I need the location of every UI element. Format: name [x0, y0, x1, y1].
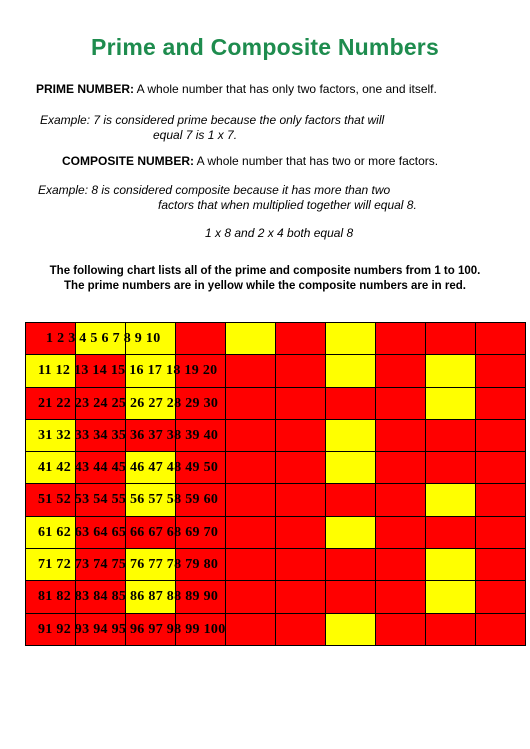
- page-title: Prime and Composite Numbers: [91, 34, 439, 60]
- prime-cell: [26, 355, 218, 387]
- composite-example-line2: factors that when multiplied together will equal 8.: [158, 198, 417, 212]
- composite-cell: [226, 581, 276, 613]
- composite-cell: [226, 355, 276, 387]
- composite-cell: [26, 323, 161, 355]
- chart-row-numbers: 81 82 83 84 85 86 87 88 89 90: [38, 589, 219, 605]
- chart-row-numbers: 61 62 63 64 65 66 67 68 69 70: [38, 524, 219, 540]
- composite-cell: [26, 581, 219, 613]
- chart-row-numbers: 21 22 23 24 25 26 27 28 29 30: [38, 395, 219, 411]
- composite-cell: [26, 484, 219, 516]
- prime-cell: [426, 355, 476, 387]
- composite-cell: [376, 387, 426, 419]
- composite-cell: [376, 323, 426, 355]
- chart-row: [26, 452, 526, 484]
- prime-term: PRIME NUMBER:: [36, 82, 134, 96]
- prime-cell: [426, 581, 476, 613]
- composite-cell: [476, 484, 526, 516]
- composite-cell: [176, 323, 226, 355]
- prime-cell: [426, 549, 476, 581]
- prime-example-line2: equal 7 is 1 x 7.: [153, 128, 238, 142]
- composite-cell: [226, 613, 276, 645]
- composite-cell: [426, 323, 476, 355]
- chart-row: [26, 516, 526, 548]
- composite-cell: [376, 581, 426, 613]
- composite-cell: [426, 452, 476, 484]
- chart-row-numbers: 11 12 13 14 15 16 17 18 19 20: [38, 363, 218, 379]
- composite-cell: [276, 323, 326, 355]
- prime-cell: [226, 323, 276, 355]
- chart-intro-line2: The prime numbers are in yellow while the composite numbers are in red.: [64, 280, 466, 292]
- chart-row: [26, 549, 526, 581]
- composite-cell: [326, 387, 376, 419]
- prime-example-line1: Example: 7 is considered prime because the only factors that will: [40, 113, 385, 127]
- chart-row: [26, 387, 526, 419]
- prime-cell: [26, 516, 219, 548]
- chart-row: [26, 355, 526, 387]
- chart-row: [26, 419, 526, 451]
- composite-cell: [276, 549, 326, 581]
- composite-cell: [226, 452, 276, 484]
- composite-cell: [476, 516, 526, 548]
- chart-row-numbers: 41 42 43 44 45 46 47 48 49 50: [38, 460, 219, 476]
- chart-row-numbers: 31 32 33 34 35 36 37 38 39 40: [38, 427, 219, 443]
- composite-cell: [276, 452, 326, 484]
- composite-cell: [276, 355, 326, 387]
- chart-row: [26, 484, 526, 516]
- composite-cell: [476, 581, 526, 613]
- prime-composite-chart: [25, 322, 526, 646]
- composite-cell: [276, 581, 326, 613]
- chart-row-numbers: 51 52 53 54 55 56 57 58 59 60: [38, 492, 219, 508]
- composite-cell: [376, 484, 426, 516]
- prime-definition: [36, 82, 437, 96]
- composite-cell: [226, 387, 276, 419]
- prime-cell: [26, 419, 219, 451]
- prime-cell: [326, 355, 376, 387]
- composite-definition-text: A whole number that has two or more factors.: [194, 154, 439, 168]
- composite-cell: [226, 484, 276, 516]
- composite-cell: [376, 419, 426, 451]
- prime-cell: [326, 613, 376, 645]
- prime-cell: [426, 387, 476, 419]
- composite-cell: [376, 613, 426, 645]
- chart-row-numbers: 71 72 73 74 75 76 77 78 79 80: [38, 557, 219, 573]
- composite-cell: [226, 549, 276, 581]
- composite-cell: [326, 484, 376, 516]
- composite-cell: [276, 419, 326, 451]
- composite-cell: [476, 387, 526, 419]
- composite-definition: [62, 154, 438, 168]
- composite-cell: [376, 549, 426, 581]
- composite-cell: [476, 452, 526, 484]
- chart-row-numbers: 91 92 93 94 95 96 97 98 99 100: [38, 621, 226, 637]
- composite-cell: [276, 613, 326, 645]
- composite-cell: [376, 516, 426, 548]
- chart-intro-line1: The following chart lists all of the prime and composite numbers from 1 to 100.: [49, 265, 481, 277]
- prime-cell: [326, 323, 376, 355]
- composite-term: COMPOSITE NUMBER:: [62, 154, 194, 168]
- composite-cell: [226, 516, 276, 548]
- prime-cell: [326, 452, 376, 484]
- composite-cell: [426, 419, 476, 451]
- composite-cell: [226, 419, 276, 451]
- composite-example-line1: Example: 8 is considered composite because it has more than two: [38, 183, 391, 197]
- composite-cell: [476, 419, 526, 451]
- composite-cell: [26, 387, 219, 419]
- chart-row: [26, 323, 526, 355]
- prime-cell: [26, 452, 219, 484]
- composite-cell: [426, 613, 476, 645]
- composite-cell: [276, 387, 326, 419]
- composite-cell: [276, 516, 326, 548]
- prime-cell: [326, 419, 376, 451]
- chart-row: [26, 613, 526, 645]
- composite-cell: [476, 355, 526, 387]
- prime-cell: [326, 516, 376, 548]
- composite-cell: [376, 355, 426, 387]
- prime-cell: [26, 549, 219, 581]
- composite-cell: [376, 452, 426, 484]
- composite-cell: [476, 323, 526, 355]
- composite-cell: [476, 549, 526, 581]
- prime-cell: [426, 484, 476, 516]
- chart-row: [26, 581, 526, 613]
- composite-cell: [326, 581, 376, 613]
- composite-cell: [326, 549, 376, 581]
- composite-cell: [476, 613, 526, 645]
- composite-cell: [26, 613, 226, 645]
- chart-row-numbers: 1 2 3 4 5 6 7 8 9 10: [46, 331, 161, 346]
- composite-cell: [276, 484, 326, 516]
- composite-cell: [426, 516, 476, 548]
- prime-definition-text: A whole number that has only two factors, one and itself.: [134, 82, 437, 96]
- composite-example-line3: 1 x 8 and 2 x 4 both equal 8: [205, 226, 354, 240]
